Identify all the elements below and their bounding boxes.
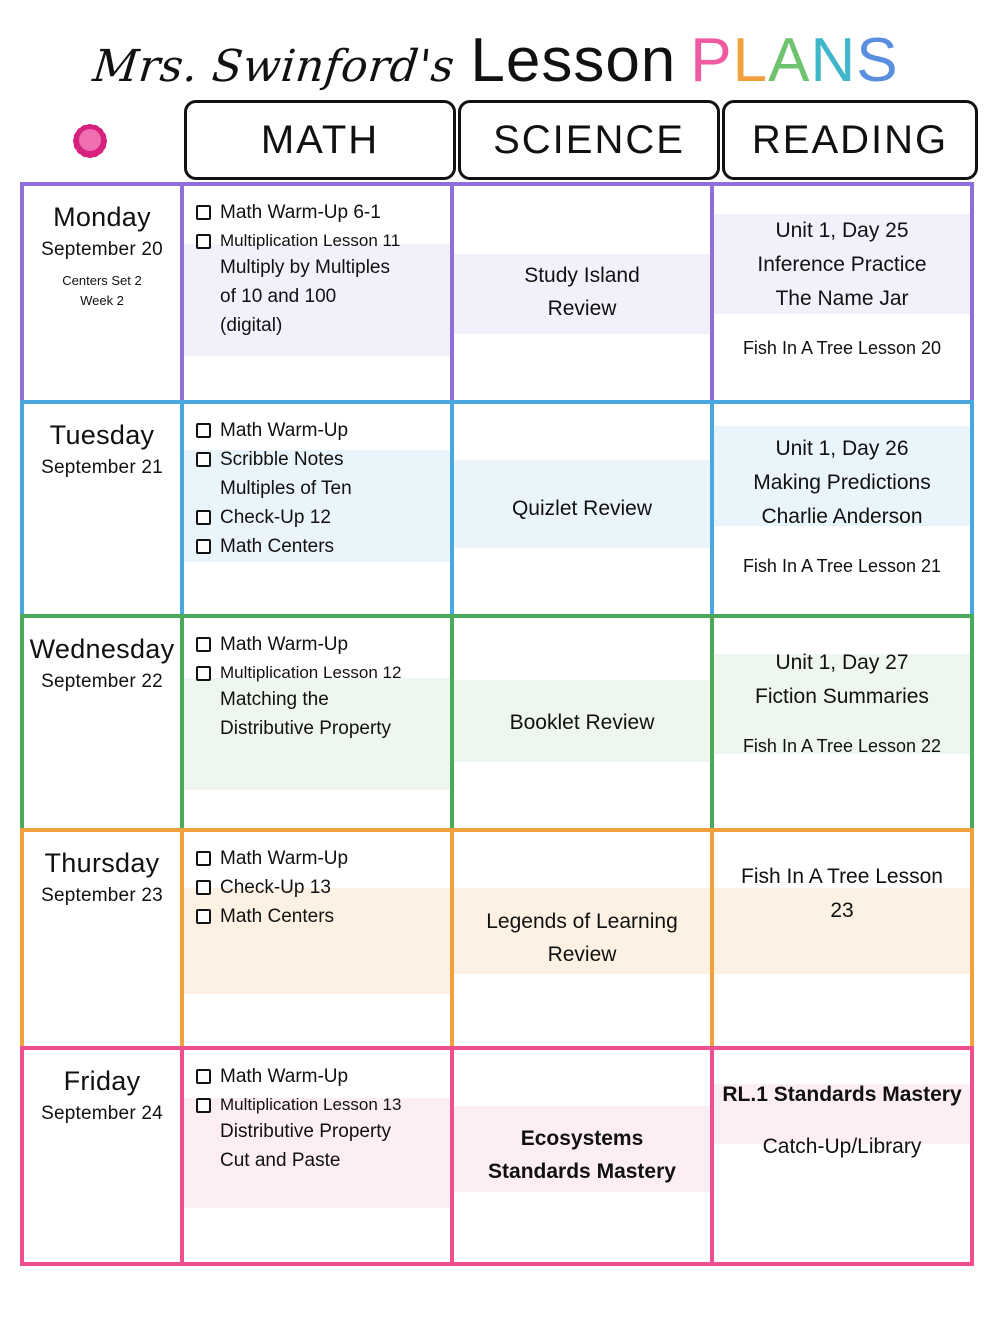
title-plans-letter-4: S [856,26,899,95]
title-plans-letter-3: N [810,26,857,95]
science-cell [450,400,714,618]
task-label: of 10 and 100 [220,286,337,308]
spacer [714,714,970,732]
reading-footer: Fish In A Tree Lesson 20 [742,338,942,359]
task-item[interactable] [196,534,440,561]
checkbox-icon[interactable] [196,909,211,924]
checkbox-icon[interactable] [196,539,211,554]
day-name: Monday [53,202,151,232]
task-continuation [196,476,440,503]
day-date: September 23 [41,885,163,907]
column-header-science: SCIENCE [458,100,720,180]
reading-line: Unit 1, Day 26 [775,437,909,460]
day-note-line: Week 2 [80,292,124,308]
task-label: Math Centers [220,535,335,557]
reading-cell [710,1046,974,1266]
spacer [714,316,970,334]
spacer [714,534,970,552]
day-date: September 21 [41,457,163,479]
day-cell-thursday [20,828,184,1050]
reading-cell [710,400,974,618]
column-header-reading: READING [722,100,978,180]
reading-cell [710,828,974,1050]
flower-center [79,129,101,151]
lesson-row [20,828,978,1050]
task-item[interactable] [196,418,440,445]
task-continuation [196,1119,440,1146]
task-label: Multiply by Multiples [220,257,390,279]
day-name: Friday [63,1066,141,1096]
title-lesson-word: Lesson [470,26,677,95]
task-item[interactable] [196,661,440,685]
science-line: Review [547,297,617,320]
task-item[interactable] [196,875,440,902]
lesson-row [20,1046,978,1266]
day-name: Thursday [44,848,160,878]
science-line: Booklet Review [509,710,655,734]
task-label: Math Centers [220,905,335,927]
reading-line: Making Predictions [753,471,931,495]
reading-line: Unit 1, Day 27 [775,651,909,674]
task-label: Matching the [220,689,329,711]
checkbox-icon[interactable] [196,1098,211,1113]
task-item[interactable] [196,632,440,659]
math-cell [180,1046,454,1266]
task-item[interactable] [196,447,440,474]
math-cell [180,828,454,1050]
column-header-math: MATH [184,100,456,180]
task-item[interactable] [196,846,440,873]
task-label: Distributive Property [220,1121,392,1143]
page-title [0,18,992,98]
checkbox-icon[interactable] [196,851,211,866]
task-item[interactable] [196,1093,440,1117]
science-cell [450,828,714,1050]
task-label: Math Warm-Up [220,1066,349,1087]
math-cell [180,614,454,832]
task-label: Multiplication Lesson 11 [220,230,401,250]
checkbox-icon[interactable] [196,234,211,249]
checkbox-icon[interactable] [196,666,211,681]
task-label: Math Warm-Up 6-1 [220,202,381,223]
task-item[interactable] [196,1064,440,1091]
task-item[interactable] [196,505,440,532]
task-label: Multiplication Lesson 12 [220,662,402,682]
task-label: Cut and Paste [220,1150,341,1172]
science-line: Study Island [524,264,640,288]
reading-line: RL.1 Standards Mastery [722,1083,962,1106]
day-name: Tuesday [49,420,155,450]
checkbox-icon[interactable] [196,452,211,467]
checkbox-icon[interactable] [196,510,211,525]
science-cell [450,614,714,832]
flower-decoration [48,104,132,178]
day-date: September 20 [41,239,163,261]
task-label: Scribble Notes [220,448,344,470]
checkbox-icon[interactable] [196,205,211,220]
task-continuation [196,1148,440,1175]
checkbox-icon[interactable] [196,1069,211,1084]
reading-line: 23 [830,899,854,923]
task-label: Distributive Property [220,718,392,740]
title-plans-letter-2: A [768,26,811,95]
task-label: Math Warm-Up [220,420,349,441]
science-line: Quizlet Review [511,496,653,520]
day-cell-friday [20,1046,184,1266]
checkbox-icon[interactable] [196,423,211,438]
reading-line: Charlie Anderson [761,505,923,529]
lesson-row [20,182,978,404]
title-teacher-name: Mrs. Swinford's [90,41,458,92]
task-label: (digital) [220,315,283,337]
reading-line: Unit 1, Day 25 [775,219,909,242]
reading-footer: Catch-Up/Library [762,1135,922,1159]
day-cell-tuesday [20,400,184,618]
reading-line: The Name Jar [775,287,909,311]
checkbox-icon[interactable] [196,637,211,652]
reading-line: Fiction Summaries [755,685,929,709]
day-date: September 22 [41,671,163,693]
task-continuation [196,284,440,311]
task-continuation [196,255,440,282]
science-line: Standards Mastery [488,1160,676,1183]
reading-line: Inference Practice [757,253,927,277]
science-cell [450,182,714,404]
science-line: Ecosystems [520,1127,644,1151]
lesson-grid [20,182,978,1266]
task-continuation [196,687,440,714]
title-plans-word [690,25,898,98]
day-note [24,271,180,310]
task-label: Math Warm-Up [220,634,349,655]
title-plans-letter-1: L [732,26,769,95]
task-item[interactable] [196,904,440,931]
task-label: Check-Up 13 [220,876,331,898]
task-continuation [196,313,440,340]
reading-cell [710,614,974,832]
reading-footer: Fish In A Tree Lesson 22 [742,736,942,757]
day-date: September 24 [41,1103,163,1125]
science-cell [450,1046,714,1266]
checkbox-icon[interactable] [196,880,211,895]
spacer [714,1112,970,1130]
title-plans-letter-0: P [690,26,733,95]
task-label: Math Warm-Up [220,848,349,869]
day-cell-wednesday [20,614,184,832]
reading-footer: Fish In A Tree Lesson 21 [742,556,942,577]
math-cell [180,400,454,618]
lesson-row [20,614,978,832]
task-item[interactable] [196,229,440,253]
reading-line: Fish In A Tree Lesson [741,865,943,888]
day-note-line: Centers Set 2 [62,273,142,289]
task-continuation [196,716,440,743]
science-line: Review [547,943,617,966]
task-label: Multiplication Lesson 13 [220,1094,402,1114]
task-item[interactable] [196,200,440,227]
task-label: Multiples of Ten [220,477,352,499]
math-cell [180,182,454,404]
science-line: Legends of Learning [486,910,678,934]
day-name: Wednesday [29,634,175,664]
task-label: Check-Up 12 [220,506,331,528]
day-cell-monday [20,182,184,404]
reading-cell [710,182,974,404]
lesson-row [20,400,978,618]
